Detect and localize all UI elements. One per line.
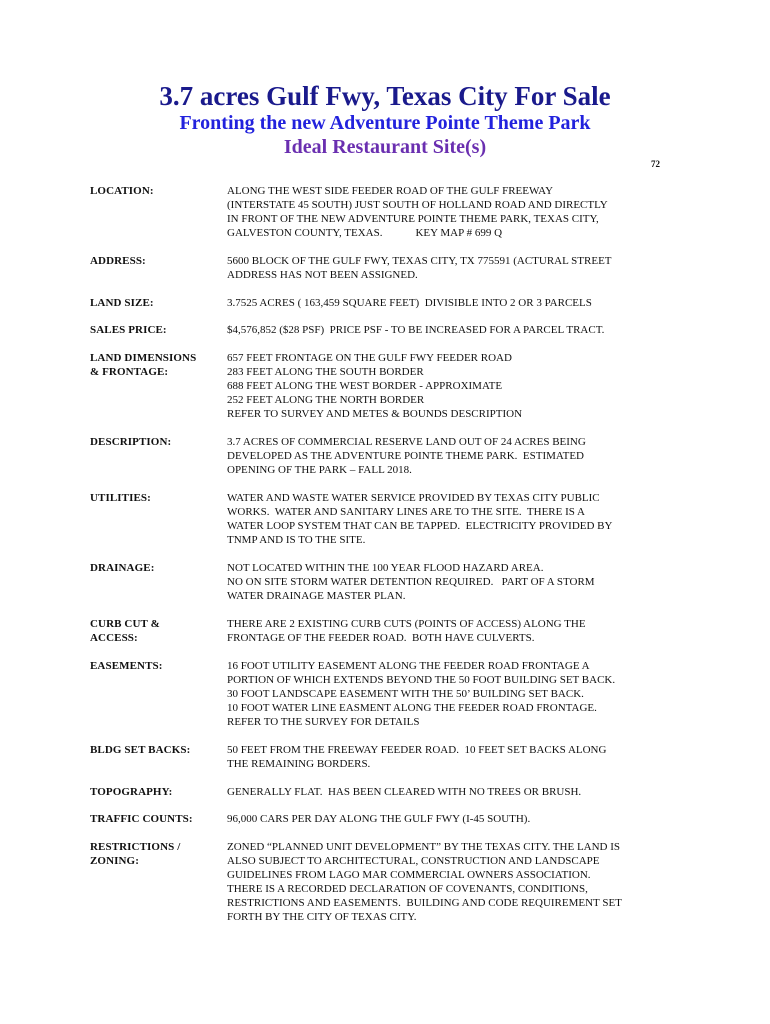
field-label-line: TOPOGRAPHY: — [90, 786, 173, 798]
page-number: 72 — [651, 159, 660, 169]
field-value-line: 50 FEET FROM THE FREEWAY FEEDER ROAD. 10 FEET SET BACKS ALONG — [227, 744, 607, 756]
field-value-line: 10 FOOT WATER LINE EASMENT ALONG THE FEEDER ROAD FRONTAGE. — [227, 702, 597, 714]
field-value-line: 688 FEET ALONG THE WEST BORDER - APPROXIMATE — [227, 380, 503, 392]
field-label-line: BLDG SET BACKS: — [90, 744, 191, 756]
field-value-line: 5600 BLOCK OF THE GULF FWY, TEXAS CITY, TX 775591 (ACTURAL STREET — [227, 255, 612, 267]
field-value-line: REFER TO THE SURVEY FOR DETAILS — [227, 716, 420, 728]
field-value-line: ZONED “PLANNED UNIT DEVELOPMENT” BY THE TEXAS CITY. THE LAND IS — [227, 841, 621, 853]
field-label-line: ACCESS: — [90, 632, 138, 644]
field-value-line: THE REMAINING BORDERS. — [227, 758, 371, 770]
field-value-line: DEVELOPED AS THE ADVENTURE POINTE THEME PARK. ESTIMATED — [227, 450, 584, 462]
field-value-line: ADDRESS HAS NOT BEEN ASSIGNED. — [227, 269, 418, 281]
field-value-line: REFER TO SURVEY AND METES & BOUNDS DESCRIPTION — [227, 408, 523, 420]
field-value — [227, 491, 681, 547]
field-value — [227, 840, 681, 924]
document-title: 3.7 acres Gulf Fwy, Texas City For Sale — [159, 81, 611, 111]
field-value-line: TNMP AND IS TO THE SITE. — [227, 534, 366, 546]
field-label-line: LAND DIMENSIONS — [90, 352, 197, 364]
field-value-line: 96,000 CARS PER DAY ALONG THE GULF FWY (I-45 SOUTH). — [227, 813, 531, 825]
field-value — [227, 254, 681, 282]
field-value — [227, 184, 681, 240]
field-value-line: 252 FEET ALONG THE NORTH BORDER — [227, 394, 425, 406]
field-value-line: 3.7525 ACRES ( 163,459 SQUARE FEET) DIVISIBLE INTO 2 OR 3 PARCELS — [227, 297, 592, 309]
field-label-line: EASEMENTS: — [90, 660, 163, 672]
field-value-line: $4,576,852 ($28 PSF) PRICE PSF - TO BE INCREASED FOR A PARCEL TRACT. — [227, 324, 605, 336]
document-subtitle: Fronting the new Adventure Pointe Theme Park — [179, 112, 591, 134]
document-subtitle-secondary: Ideal Restaurant Site(s) — [283, 136, 487, 158]
field-label — [90, 743, 225, 757]
field-label — [90, 812, 225, 826]
field-value — [227, 561, 681, 603]
field-value-line: THERE IS A RECORDED DECLARATION OF COVENANTS, CONDITIONS, — [227, 883, 588, 895]
field-value-line: WATER AND WASTE WATER SERVICE PROVIDED BY TEXAS CITY PUBLIC — [227, 492, 600, 504]
field-label — [90, 491, 225, 505]
field-value — [227, 323, 681, 337]
field-value-line: 283 FEET ALONG THE SOUTH BORDER — [227, 366, 424, 378]
field-value — [227, 617, 681, 645]
field-label — [90, 561, 225, 575]
field-label-line: RESTRICTIONS / — [90, 841, 181, 853]
field-value-line: THERE ARE 2 EXISTING CURB CUTS (POINTS OF ACCESS) ALONG THE — [227, 618, 586, 630]
field-value-line: OPENING OF THE PARK – FALL 2018. — [227, 464, 412, 476]
field-value-line: FRONTAGE OF THE FEEDER ROAD. BOTH HAVE CULVERTS. — [227, 632, 535, 644]
field-value — [227, 296, 681, 310]
field-value-line: IN FRONT OF THE NEW ADVENTURE POINTE THEME PARK, TEXAS CITY, — [227, 213, 599, 225]
field-label — [90, 840, 225, 868]
field-label-line: DRAINAGE: — [90, 562, 155, 574]
field-value-line: WORKS. WATER AND SANITARY LINES ARE TO THE SITE. THERE IS A — [227, 506, 585, 518]
field-value-line: 30 FOOT LANDSCAPE EASEMENT WITH THE 50’ BUILDING SET BACK. — [227, 688, 584, 700]
field-value-line: PORTION OF WHICH EXTENDS BEYOND THE 50 FOOT BUILDING SET BACK. — [227, 674, 616, 686]
field-value-line: ALSO SUBJECT TO ARCHITECTURAL, CONSTRUCTION AND LANDSCAPE — [227, 855, 600, 867]
field-value-line: WATER DRAINAGE MASTER PLAN. — [227, 590, 406, 602]
field-label — [90, 323, 225, 337]
field-value-line: ALONG THE WEST SIDE FEEDER ROAD OF THE GULF FREEWAY — [227, 185, 554, 197]
field-value-line: NOT LOCATED WITHIN THE 100 YEAR FLOOD HAZARD AREA. — [227, 562, 544, 574]
field-value-line: 657 FEET FRONTAGE ON THE GULF FWY FEEDER ROAD — [227, 352, 512, 364]
field-label-line: DESCRIPTION: — [90, 436, 172, 448]
field-label — [90, 435, 225, 449]
field-value — [227, 659, 681, 729]
field-value — [227, 812, 681, 826]
field-label — [90, 785, 225, 799]
field-value-line: 16 FOOT UTILITY EASEMENT ALONG THE FEEDER ROAD FRONTAGE A — [227, 660, 590, 672]
field-value-line: (INTERSTATE 45 SOUTH) JUST SOUTH OF HOLLAND ROAD AND DIRECTLY — [227, 199, 608, 211]
field-value-line: WATER LOOP SYSTEM THAT CAN BE TAPPED. ELECTRICITY PROVIDED BY — [227, 520, 613, 532]
field-label-line: & FRONTAGE: — [90, 366, 169, 378]
field-value — [227, 785, 681, 799]
field-label — [90, 659, 225, 673]
field-label-line: CURB CUT & — [90, 618, 160, 630]
field-label-line: TRAFFIC COUNTS: — [90, 813, 193, 825]
field-label — [90, 184, 225, 198]
field-label-line: UTILITIES: — [90, 492, 151, 504]
field-value-line: FORTH BY THE CITY OF TEXAS CITY. — [227, 911, 417, 923]
field-value-line: 3.7 ACRES OF COMMERCIAL RESERVE LAND OUT OF 24 ACRES BEING — [227, 436, 586, 448]
field-label-line: ZONING: — [90, 855, 139, 867]
field-value — [227, 743, 681, 771]
field-label — [90, 617, 225, 645]
field-value — [227, 435, 681, 477]
field-label — [90, 351, 225, 379]
field-value-line: RESTRICTIONS AND EASEMENTS. BUILDING AND CODE REQUIREMENT SET — [227, 897, 622, 909]
field-value-line: GENERALLY FLAT. HAS BEEN CLEARED WITH NO TREES OR BRUSH. — [227, 786, 582, 798]
field-value-line: GALVESTON COUNTY, TEXAS. KEY MAP # 699 Q — [227, 227, 503, 239]
field-value-line: NO ON SITE STORM WATER DETENTION REQUIRED. PART OF A STORM — [227, 576, 595, 588]
field-label-line: ADDRESS: — [90, 255, 146, 267]
field-value — [227, 351, 681, 421]
field-value-line: GUIDELINES FROM LAGO MAR COMMERCIAL OWNERS ASSOCIATION. — [227, 869, 591, 881]
field-label-line: LOCATION: — [90, 185, 154, 197]
field-label-line: LAND SIZE: — [90, 297, 154, 309]
field-label-line: SALES PRICE: — [90, 324, 167, 336]
field-label — [90, 254, 225, 268]
field-label — [90, 296, 225, 310]
